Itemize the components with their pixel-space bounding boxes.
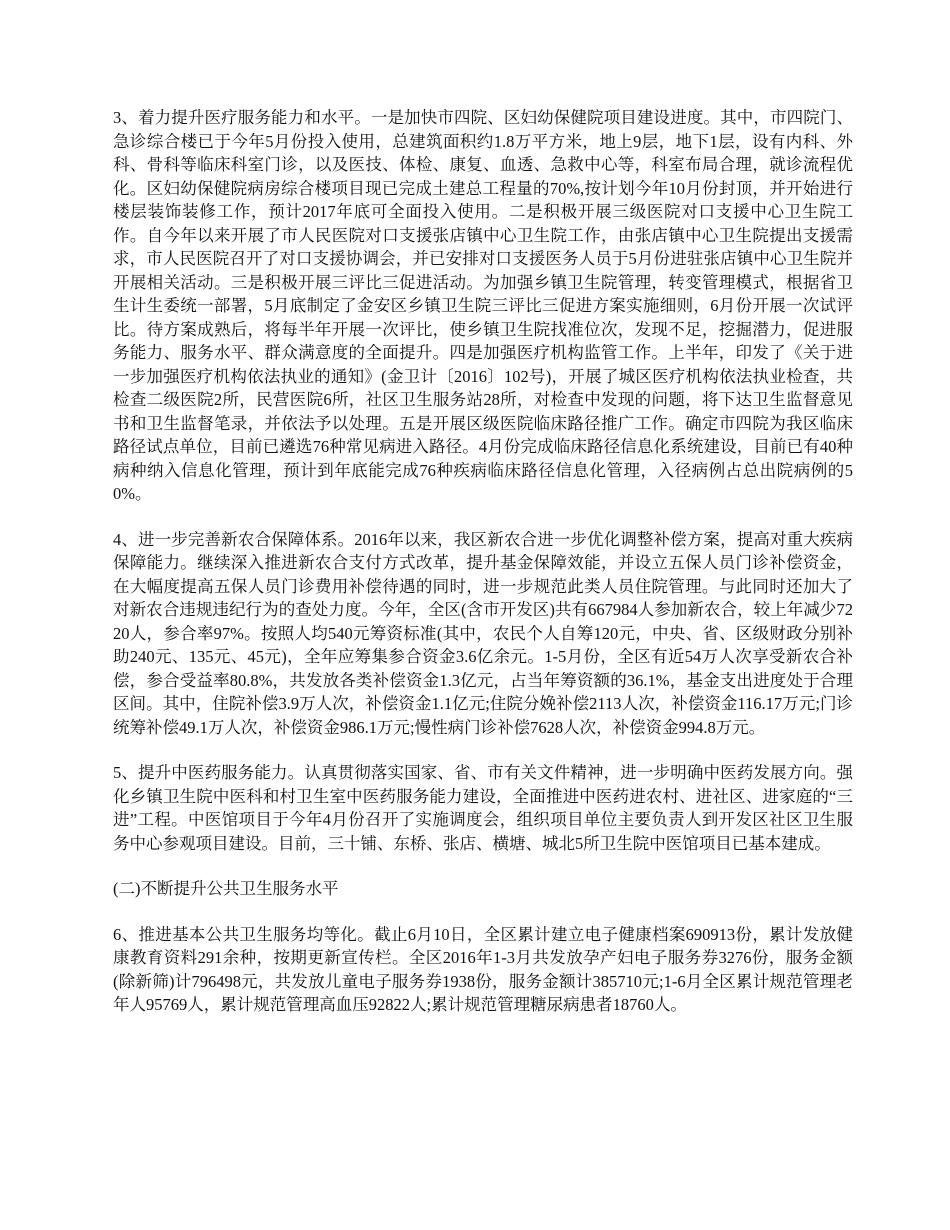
paragraph-basic-public-health: 6、推进基本公共卫生服务均等化。截止6月10日，全区累计建立电子健康档案690913份，累计发放健康教育资料291余种，按期更新宣传栏。全区2016年1-3月共发放孕产妇电子服务券3276份，服务金额(除新筛)计796498元，共发放儿童电子服务券1938份，服务金额计385710元;1-6月全区累计规范管理老年人95769人，累计规范管理高血压92822人;累计规范管理糖尿病患者18760人。 <box>113 924 853 1014</box>
paragraph-medical-service: 3、着力提升医疗服务能力和水平。一是加快市四院、区妇幼保健院项目建设进度。其中，市四院门、急诊综合楼已于今年5月份投入使用，总建筑面积约1.8万平方米，地上9层，地下1层，设有内科、外科、骨科等临床科室门诊，以及医技、体检、康复、血透、急救中心等，科室布局合理，就诊流程优化。区妇幼保健院病房综合楼项目现已完成土建总工程量的70%,按计划今年10月份封顶，并开始进行楼层装饰装修工作，预计2017年底可全面投入使用。二是积极开展三级医院对口支援中心卫生院工作。自今年以来开展了市人民医院对口支援张店镇中心卫生院工作，由张店镇中心卫生院提出支援需求，市人民医院召开了对口支援协调会，并已安排对口支援医务人员于5月份进驻张店镇中心卫生院并开展相关活动。三是积极开展三评比三促进活动。为加强乡镇卫生院管理，转变管理模式，根据省卫生计生委统一部署，5月底制定了金安区乡镇卫生院三评比三促进方案实施细则，6月份开展一次试评比。待方案成熟后，将每半年开展一次评比，使乡镇卫生院找准位次，发现不足，挖掘潜力，促进服务能力、服务水平、群众满意度的全面提升。四是加强医疗机构监管工作。上半年，印发了《关于进一步加强医疗机构依法执业的通知》(金卫计〔2016〕102号)，开展了城区医疗机构依法执业检查，共检查二级医院2所，民营医院6所，社区卫生服务站28所，对检查中发现的问题，将下达卫生监督意见书和卫生监督笔录，并依法予以处理。五是开展区级医院临床路径推广工作。确定市四院为我区临床路径试点单位，目前已遴选76种常见病进入路径。4月份完成临床路径信息化系统建设，目前已有40种病种纳入信息化管理，预计到年底能完成76种疾病临床路径信息化管理，入径病例占总出院病例的50%。 <box>113 108 853 503</box>
section-heading-public-health: (二)不断提升公共卫生服务水平 <box>113 879 339 898</box>
document-body <box>113 106 853 1039</box>
paragraph-rural-cooperative-medical: 4、进一步完善新农合保障体系。2016年以来，我区新农合进一步优化调整补偿方案，提高对重大疾病保障能力。继续深入推进新农合支付方式改革，提升基金保障效能，并设立五保人员门诊补偿资金，在大幅度提高五保人员门诊费用补偿待遇的同时，进一步规范此类人员住院管理。与此同时还加大了对新农合违规违纪行为的查处力度。今年，全区(含市开发区)共有667984人参加新农合，较上年减少7220人，参合率97%。按照人均540元筹资标准(其中，农民个人自筹120元，中央、省、区级财政分别补助240元、135元、45元)，全年应筹集参合资金3.6亿余元。1-5月份，全区有近54万人次享受新农合补偿，参合受益率80.8%，共发放各类补偿资金1.3亿元，占当年筹资额的36.1%，基金支出进度处于合理区间。其中，住院补偿3.9万人次，补偿资金1.1亿元;住院分娩补偿2113人次，补偿资金116.17万元;门诊统筹补偿49.1万人次，补偿资金986.1万元;慢性病门诊补偿7628人次，补偿资金994.8万元。 <box>113 529 853 737</box>
paragraph-traditional-chinese-medicine: 5、提升中医药服务能力。认真贯彻落实国家、省、市有关文件精神，进一步明确中医药发展方向。强化乡镇卫生院中医科和村卫生室中医药服务能力建设，全面推进中医药进农村、进社区、进家庭的“三进”工程。中医馆项目于今年4月份召开了实施调度会，组织项目单位主要负责人到开发区社区卫生服务中心参观项目建设。目前，三十铺、东桥、张店、横塘、城北5所卫生院中医馆项目已基本建成。 <box>113 763 853 853</box>
